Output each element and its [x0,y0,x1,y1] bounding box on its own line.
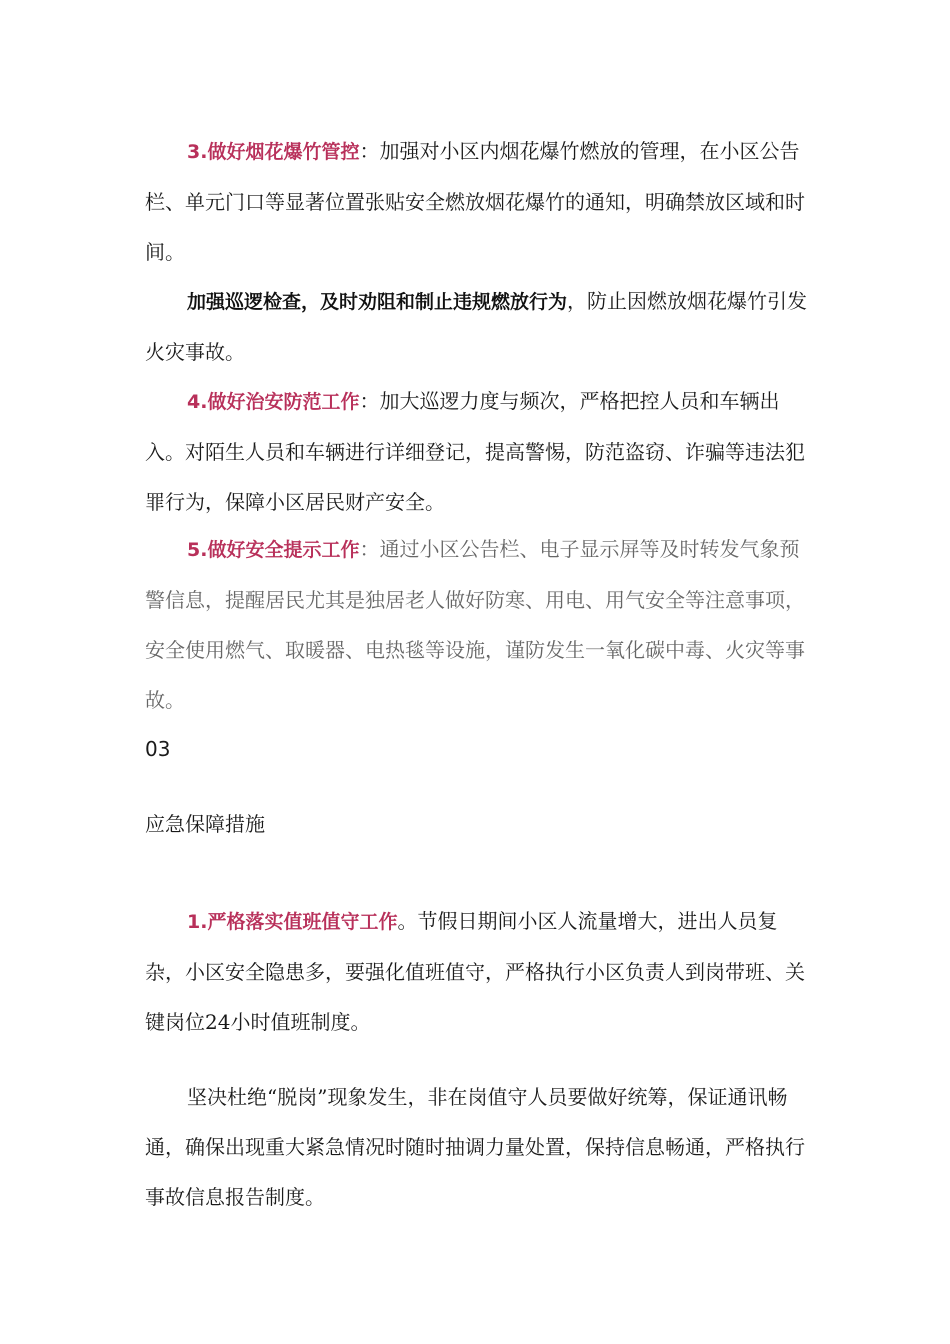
paragraph-security [145,376,810,527]
bold-patrol: 加强巡逻检查，及时劝阻和制止违规燃放行为 [187,291,568,313]
paragraph-fireworks [145,126,810,277]
paragraph-no-absence-body: 坚决杜绝“脱岗”现象发生，非在岗值守人员要做好统筹，保证通讯畅通，确保出现重大紧急情况时随时抽调力量处置，保持信息畅通，严格执行事故信息报告制度。 [145,1085,805,1209]
paragraph-duty [145,896,810,1047]
paragraph-patrol-body: ，防止因燃放烟花爆竹引发火灾事故。 [145,289,808,364]
section-title: 应急保障措施 [145,812,265,836]
heading-duty: 1.严格落实值班值守工作 [187,911,398,933]
paragraph-safety-tips-body: ：通过小区公告栏、电子显示屏等及时转发气象预警信息，提醒居民尤其是独居老人做好防寒、用电、用气安全等注意事项，安全使用燃气、取暖器、电热毯等设施，谨防发生一氧化碳中毒、火灾等事故。 [145,537,805,712]
paragraph-patrol [145,276,810,377]
section-number: 03 [145,737,171,761]
heading-fireworks: 3.做好烟花爆竹管控 [187,141,360,163]
paragraph-no-absence [145,1072,810,1222]
paragraph-duty-body: 。节假日期间小区人流量增大，进出人员复杂，小区安全隐患多，要强化值班值守，严格执行小区负责人到岗带班、关键岗位24小时值班制度。 [145,909,805,1034]
paragraph-safety-tips [145,524,810,725]
heading-security: 4.做好治安防范工作 [187,391,360,413]
paragraph-security-body: ：加大巡逻力度与频次，严格把控人员和车辆出入。对陌生人员和车辆进行详细登记，提高警惕，防范盗窃、诈骗等违法犯罪行为，保障小区居民财产安全。 [145,389,805,514]
paragraph-fireworks-body: ：加强对小区内烟花爆竹燃放的管理，在小区公告栏、单元门口等显著位置张贴安全燃放烟花爆竹的通知，明确禁放区域和时间。 [145,139,805,264]
heading-safety-tips: 5.做好安全提示工作 [187,539,360,561]
